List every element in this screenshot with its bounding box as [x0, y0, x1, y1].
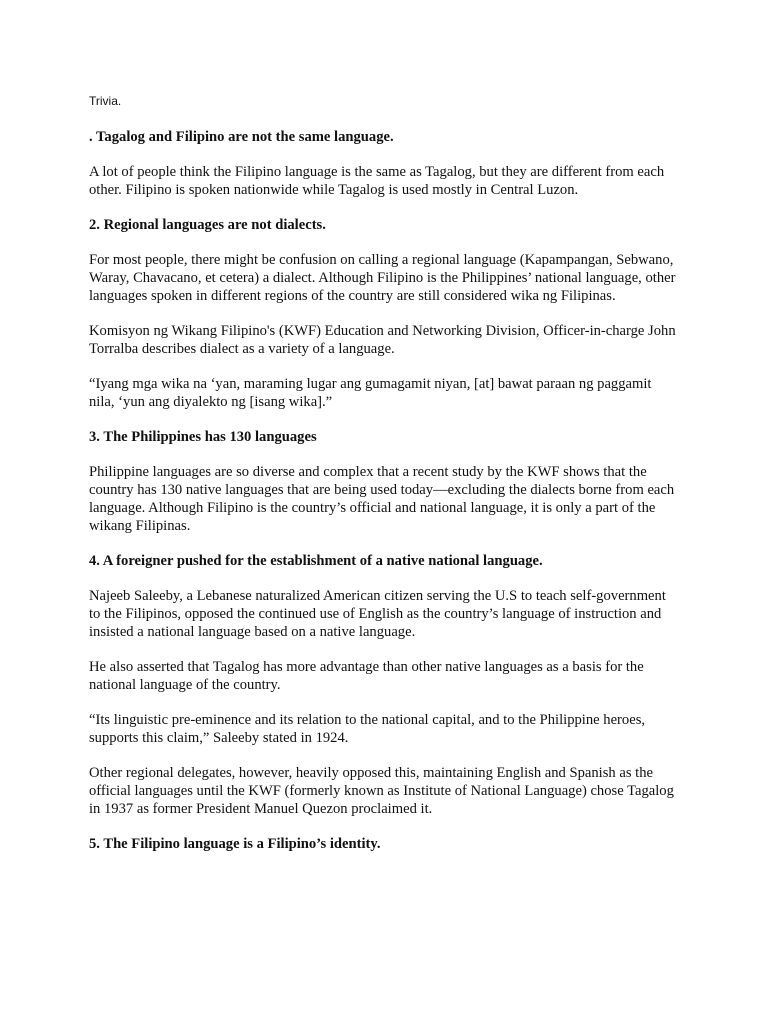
trivia-heading-4: 4. A foreigner pushed for the establishment of a native national language. [89, 553, 543, 569]
trivia-paragraph-2a: For most people, there might be confusion on calling a regional language (Kapampangan, Sebwano, Waray, Chavacano, et cetera) a dialect. Although Filipino is the Philippines’ national language, other languages spoken in different regions of the country are still considered wika ng Filipinas. [89, 252, 676, 304]
trivia-quote-4: “Its linguistic pre-eminence and its relation to the national capital, and to the Philippine heroes, supports this claim,” Saleeby stated in 1924. [89, 712, 646, 746]
trivia-paragraph-4b: He also asserted that Tagalog has more advantage than other native languages as a basis for the national language of the country. [89, 659, 644, 693]
trivia-paragraph-4c: Other regional delegates, however, heavily opposed this, maintaining English and Spanish as the official languages until the KWF (formerly known as Institute of National Language) chose Tagalog in 1937 as former President Manuel Quezon proclaimed it. [89, 765, 674, 817]
trivia-paragraph-4a: Najeeb Saleeby, a Lebanese naturalized American citizen serving the U.S to teach self-government to the Filipinos, opposed the continued use of English as the country’s language of instruction and insisted a national language based on a native language. [89, 588, 666, 640]
trivia-quote-2: “Iyang mga wika na ‘yan, maraming lugar ang gumagamit niyan, [at] bawat paraan ng paggamit nila, ‘yun ang diyalekto ng [isang wika].” [89, 376, 652, 410]
trivia-heading-5: 5. The Filipino language is a Filipino’s identity. [89, 836, 381, 852]
trivia-paragraph-2b: Komisyon ng Wikang Filipino's (KWF) Education and Networking Division, Officer-in-charge John Torralba describes dialect as a variety of a language. [89, 323, 676, 357]
trivia-paragraph-1: A lot of people think the Filipino language is the same as Tagalog, but they are different from each other. Filipino is spoken nationwide while Tagalog is used mostly in Central Luzon. [89, 164, 665, 198]
trivia-heading-2: 2. Regional languages are not dialects. [89, 217, 326, 233]
trivia-heading-3: 3. The Philippines has 130 languages [89, 429, 317, 445]
document-label: Trivia. [89, 94, 122, 108]
document-page [89, 92, 679, 870]
trivia-heading-1: . Tagalog and Filipino are not the same language. [89, 129, 394, 145]
trivia-paragraph-3: Philippine languages are so diverse and complex that a recent study by the KWF shows that the country has 130 native languages that are being used today—excluding the dialects borne from each language. Although Filipino is the country’s official and national language, it is only a part of the wikang Filipinas. [89, 464, 675, 534]
